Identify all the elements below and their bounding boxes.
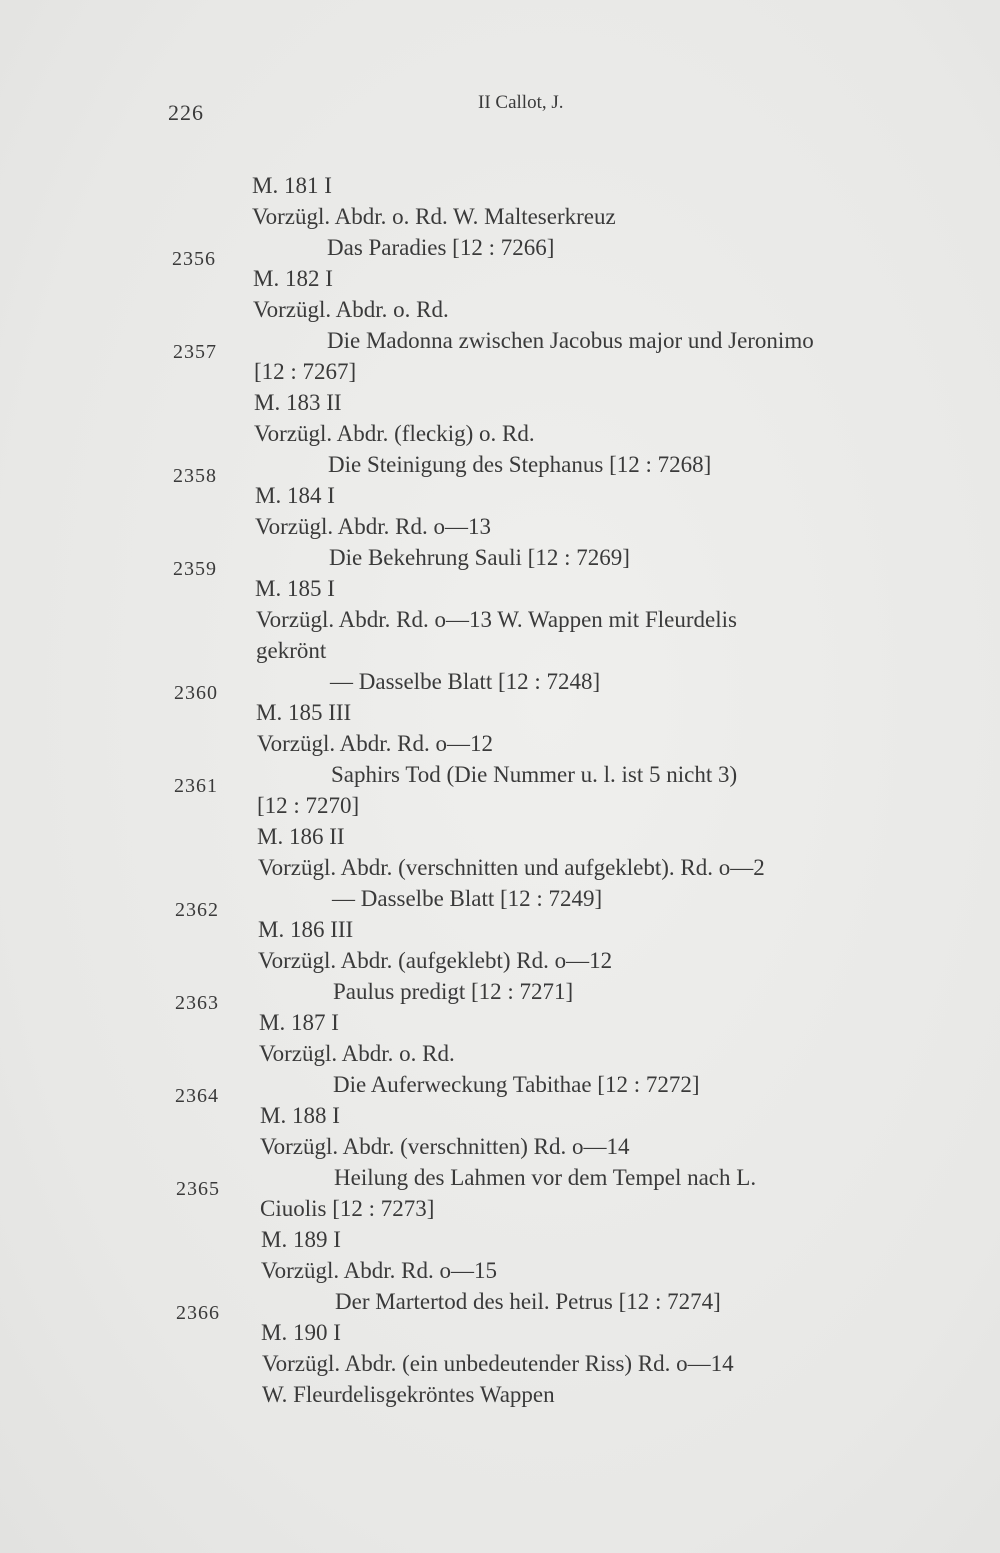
catalog-line: Heilung des Lahmen vor dem Tempel nach L. xyxy=(334,1165,757,1190)
catalog-line: M. 186 II xyxy=(257,824,345,849)
entry-number: 2366 xyxy=(176,1302,220,1324)
catalog-line: Vorzügl. Abdr. o. Rd. W. Malteserkreuz xyxy=(252,204,616,229)
catalog-line: M. 188 I xyxy=(260,1103,340,1128)
catalog-line: Die Madonna zwischen Jacobus major und Jeronimo xyxy=(327,328,814,353)
catalog-line: M. 187 I xyxy=(259,1010,339,1035)
catalog-line: W. Fleurdelisgekröntes Wappen xyxy=(262,1382,555,1407)
catalog-line: M. 184 I xyxy=(255,483,335,508)
catalog-line: — Dasselbe Blatt [12 : 7248] xyxy=(330,669,601,694)
entry-number: 2359 xyxy=(173,558,217,580)
catalog-line: Vorzügl. Abdr. Rd. o—13 W. Wappen mit Fleurdelis xyxy=(256,607,737,632)
catalog-line: Vorzügl. Abdr. (verschnitten und aufgeklebt). Rd. o—2 xyxy=(258,855,765,880)
catalog-line: Ciuolis [12 : 7273] xyxy=(260,1196,435,1221)
catalog-line: M. 182 I xyxy=(253,266,333,291)
catalog-line: Der Martertod des heil. Petrus [12 : 7274] xyxy=(335,1289,721,1314)
catalog-line: M. 183 II xyxy=(254,390,342,415)
catalog-line: Saphirs Tod (Die Nummer u. l. ist 5 nicht 3) xyxy=(331,762,738,787)
catalog-line: M. 190 I xyxy=(261,1320,341,1345)
catalog-line: Vorzügl. Abdr. Rd. o—12 xyxy=(257,731,493,756)
catalog-line: M. 185 I xyxy=(255,576,335,601)
catalog-line: Vorzügl. Abdr. (aufgeklebt) Rd. o—12 xyxy=(258,948,613,973)
catalog-line: Paulus predigt [12 : 7271] xyxy=(333,979,574,1004)
entry-number: 2357 xyxy=(173,341,217,363)
catalog-line: [12 : 7270] xyxy=(257,793,360,818)
entry-number: 2360 xyxy=(174,682,218,704)
entry-number: 2361 xyxy=(174,775,218,797)
catalog-line: Vorzügl. Abdr. (ein unbedeutender Riss) Rd. o—14 xyxy=(262,1351,734,1376)
catalog-line: M. 185 III xyxy=(256,700,352,725)
running-head: II Callot, J. xyxy=(478,92,564,113)
catalog-line: Die Bekehrung Sauli [12 : 7269] xyxy=(329,545,630,570)
catalog-line: Die Steinigung des Stephanus [12 : 7268] xyxy=(328,452,712,477)
catalog-line: Vorzügl. Abdr. (fleckig) o. Rd. xyxy=(254,421,535,446)
catalog-line: Vorzügl. Abdr. Rd. o—15 xyxy=(261,1258,497,1283)
page-number: 226 xyxy=(168,100,204,125)
entry-number: 2362 xyxy=(175,899,219,921)
catalog-line: [12 : 7267] xyxy=(254,359,357,384)
catalog-line: M. 189 I xyxy=(261,1227,341,1252)
catalog-line: Vorzügl. Abdr. Rd. o—13 xyxy=(255,514,491,539)
entry-number: 2358 xyxy=(173,465,217,487)
catalog-line: Die Auferweckung Tabithae [12 : 7272] xyxy=(333,1072,700,1097)
catalog-line: Vorzügl. Abdr. o. Rd. xyxy=(253,297,449,322)
entry-number: 2365 xyxy=(176,1178,220,1200)
entry-number: 2363 xyxy=(175,992,219,1014)
catalog-line: Vorzügl. Abdr. (verschnitten) Rd. o—14 xyxy=(260,1134,630,1159)
catalog-line: M. 186 III xyxy=(258,917,354,942)
entry-number: 2364 xyxy=(175,1085,219,1107)
entry-number: 2356 xyxy=(172,248,216,270)
catalog-line: — Dasselbe Blatt [12 : 7249] xyxy=(332,886,603,911)
catalog-line: Das Paradies [12 : 7266] xyxy=(327,235,555,260)
catalog-line: M. 181 I xyxy=(252,173,332,198)
catalog-line: gekrönt xyxy=(256,638,327,663)
catalog-line: Vorzügl. Abdr. o. Rd. xyxy=(259,1041,455,1066)
